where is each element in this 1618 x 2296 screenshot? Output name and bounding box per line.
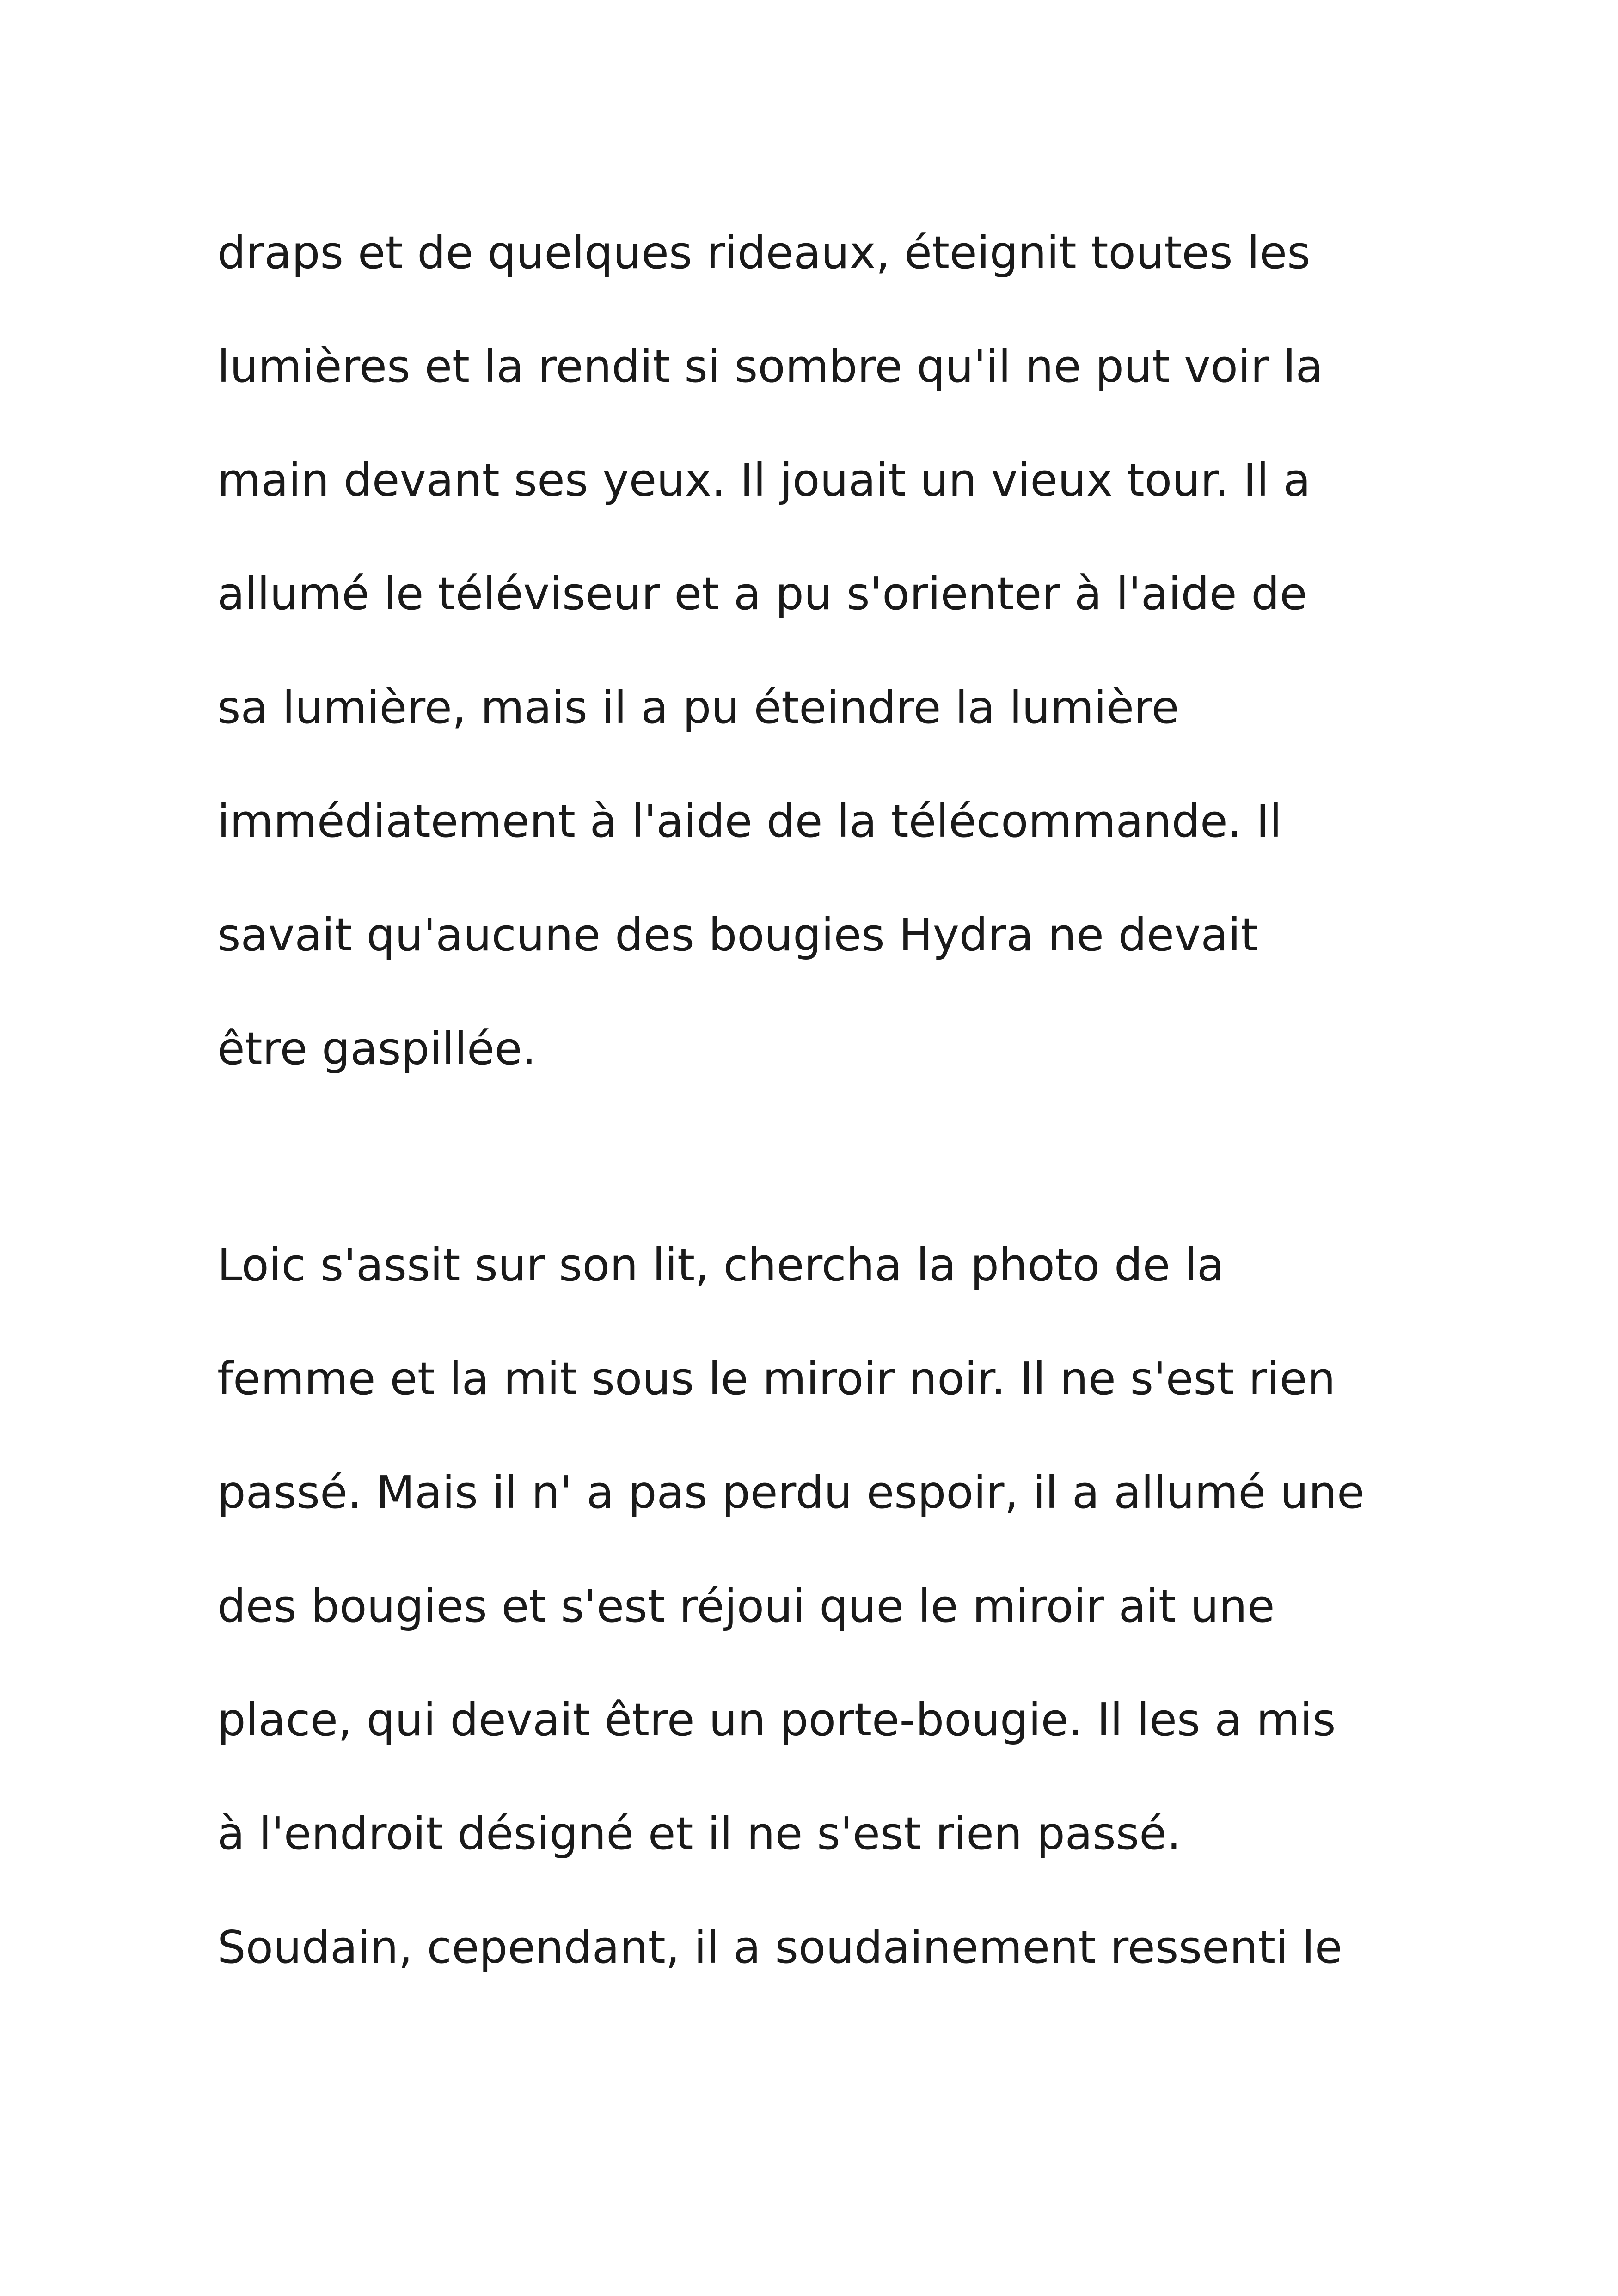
- paragraph-1: [217, 196, 1419, 1106]
- text-line: Loic s'assit sur son lit, chercha la photo de la: [217, 1239, 1225, 1291]
- text-line: être gaspillée.: [217, 1022, 537, 1075]
- text-line: sa lumière, mais il a pu éteindre la lumière: [217, 681, 1179, 734]
- text-line: place, qui devait être un porte-bougie. Il les a mis: [217, 1694, 1336, 1746]
- text-line: savait qu'aucune des bougies Hydra ne devait: [217, 909, 1258, 961]
- text-line: lumières et la rendit si sombre qu'il ne put voir la: [217, 340, 1324, 392]
- paragraph-2: [217, 1208, 1419, 2004]
- text-line: draps et de quelques rideaux, éteignit toutes les: [217, 227, 1311, 279]
- text-line: immédiatement à l'aide de la télécommande. Il: [217, 795, 1282, 847]
- text-line: main devant ses yeux. Il jouait un vieux tour. Il a: [217, 454, 1311, 506]
- text-line: des bougies et s'est réjoui que le miroir ait une: [217, 1580, 1275, 1632]
- text-line: allumé le téléviseur et a pu s'orienter à l'aide de: [217, 568, 1307, 620]
- text-line: femme et la mit sous le miroir noir. Il ne s'est rien: [217, 1353, 1336, 1405]
- text-line: à l'endroit désigné et il ne s'est rien passé.: [217, 1807, 1181, 1860]
- text-line: passé. Mais il n' a pas perdu espoir, il a allumé une: [217, 1466, 1365, 1518]
- text-line: Soudain, cependant, il a soudainement ressenti le: [217, 1921, 1342, 1973]
